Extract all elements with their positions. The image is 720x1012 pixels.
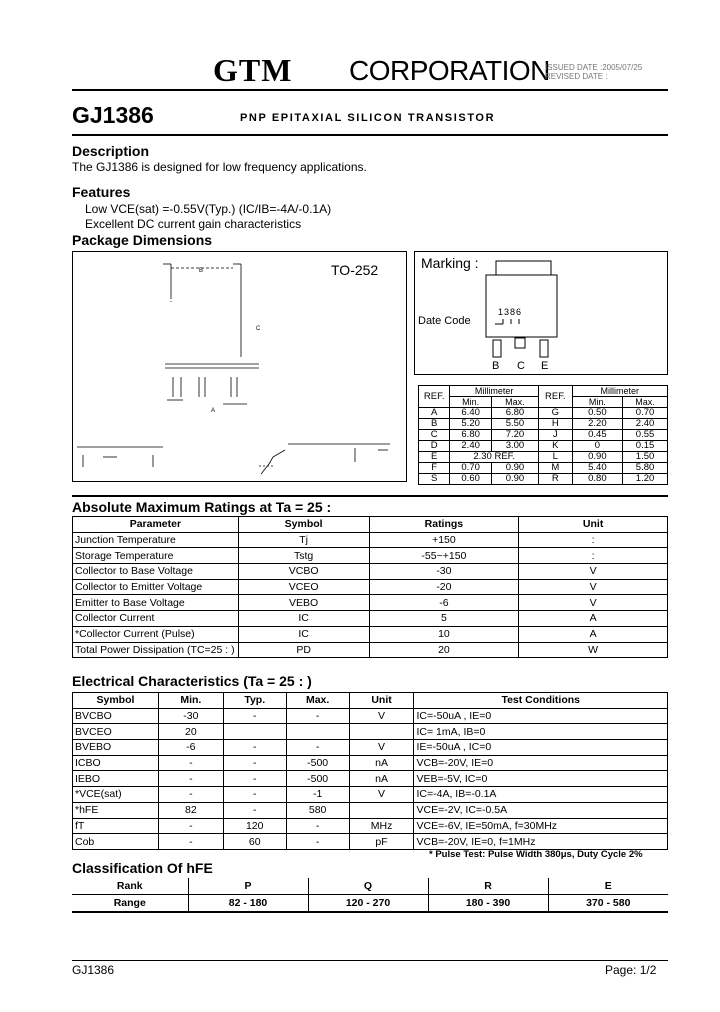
table-cell: Tstg (238, 548, 369, 564)
outline-drawing (73, 252, 406, 481)
table-row (73, 611, 668, 627)
table-cell: MHz (349, 818, 414, 834)
classification-table (72, 878, 668, 913)
part-number: GJ1386 (72, 102, 154, 128)
package-heading: Package Dimensions (72, 232, 213, 248)
table-cell: - (286, 818, 349, 834)
table-cell: G (538, 408, 572, 419)
table-cell: V (519, 564, 668, 580)
table-row (72, 878, 668, 895)
table-cell: - (223, 771, 286, 787)
table-row (73, 564, 668, 580)
table-cell: 6.40 (450, 408, 492, 419)
column-header: Parameter (73, 517, 239, 533)
table-cell: Total Power Dissipation (TC=25 : ) (73, 642, 239, 658)
table-row (419, 452, 668, 463)
table-row (419, 430, 668, 441)
table-cell: K (538, 441, 572, 452)
table-cell: PD (238, 642, 369, 658)
table-cell: 2.20 (572, 419, 622, 430)
table-cell: : (519, 532, 668, 548)
table-cell (349, 802, 414, 818)
table-cell: 1.20 (623, 474, 668, 485)
table-cell: VCE=-6V, IE=50mA, f=30MHz (414, 818, 668, 834)
table-header-row (73, 517, 668, 533)
table-cell: pF (349, 834, 414, 850)
table-row (73, 579, 668, 595)
drawing-letter: A (211, 408, 216, 414)
table-cell: 120 (223, 818, 286, 834)
table-cell: B (419, 419, 450, 430)
table-cell: 20 (158, 724, 223, 740)
electrical-table (72, 692, 668, 850)
table-cell: -30 (158, 708, 223, 724)
table-row (73, 626, 668, 642)
header-divider (72, 89, 668, 91)
footer-part: GJ1386 (72, 963, 115, 977)
title-divider (72, 134, 668, 136)
table-row (419, 408, 668, 419)
table-cell: VCE=-2V, IC=-0.5A (414, 802, 668, 818)
table-cell: BVCBO (73, 708, 159, 724)
table-cell: Min. (572, 397, 622, 408)
table-cell: IC (238, 611, 369, 627)
column-header: Symbol (73, 693, 159, 709)
table-cell: IC= 1mA, IB=0 (414, 724, 668, 740)
table-cell: *VCE(sat) (73, 787, 159, 803)
table-cell: 180 - 390 (428, 895, 548, 913)
section-divider (72, 495, 668, 497)
abs-max-table (72, 516, 668, 658)
column-header: Typ. (223, 693, 286, 709)
pulse-test-note: * Pulse Test: Pulse Width 380μs, Duty Cycle 2% (429, 849, 643, 860)
pin-label: B (492, 360, 500, 372)
table-cell: - (158, 771, 223, 787)
column-header: Unit (519, 517, 668, 533)
part-description: PNP EPITAXIAL SILICON TRANSISTOR (240, 112, 496, 124)
table-row (73, 548, 668, 564)
table-row (73, 834, 668, 850)
abs-max-rows (73, 532, 668, 658)
description-text: The GJ1386 is designed for low frequency applications. (72, 160, 367, 174)
table-cell: -500 (286, 771, 349, 787)
table-cell: 0.90 (491, 463, 538, 474)
marking-code: 1386 (498, 307, 523, 317)
table-cell: +150 (369, 532, 519, 548)
description-heading: Description (72, 143, 150, 159)
table-cell: REF. (419, 386, 450, 408)
table-cell: V (349, 708, 414, 724)
table-cell: 7.20 (491, 430, 538, 441)
table-cell: Junction Temperature (73, 532, 239, 548)
table-cell: - (286, 834, 349, 850)
table-cell: VCEO (238, 579, 369, 595)
table-cell: IC=-50uA , IE=0 (414, 708, 668, 724)
table-cell: VCBO (238, 564, 369, 580)
table-cell: 120 - 270 (308, 895, 428, 913)
electrical-heading: Electrical Characteristics (Ta = 25 : ) (72, 673, 312, 689)
table-cell (349, 724, 414, 740)
pin-label: E (541, 360, 549, 372)
table-cell: 2.40 (623, 419, 668, 430)
table-cell: 10 (369, 626, 519, 642)
table-cell: Collector to Base Voltage (73, 564, 239, 580)
table-cell: VEB=-5V, IC=0 (414, 771, 668, 787)
table-row (419, 441, 668, 452)
table-cell: J (538, 430, 572, 441)
table-cell: -55~+150 (369, 548, 519, 564)
table-cell: VEBO (238, 595, 369, 611)
drawing-letter: B (199, 268, 204, 274)
table-cell: IEBO (73, 771, 159, 787)
table-cell: Collector Current (73, 611, 239, 627)
table-cell: nA (349, 755, 414, 771)
feature-item: Low VCE(sat) =-0.55V(Typ.) (IC/IB=-4A/-0.1A) (85, 202, 332, 216)
table-cell: 0.90 (572, 452, 622, 463)
table-cell: - (223, 708, 286, 724)
table-cell: 2.30 REF. (450, 452, 539, 463)
table-cell: -6 (369, 595, 519, 611)
table-cell: 2.40 (450, 441, 492, 452)
column-header: Test Conditions (414, 693, 668, 709)
corporation-title: CORPORATION (349, 55, 550, 86)
table-cell: 6.80 (450, 430, 492, 441)
feature-item: Excellent DC current gain characteristics (85, 217, 302, 231)
table-cell: *Collector Current (Pulse) (73, 626, 239, 642)
footer-page: Page: 1/2 (605, 963, 657, 977)
abs-max-heading: Absolute Maximum Ratings at Ta = 25 : (72, 499, 332, 515)
table-cell: V (519, 579, 668, 595)
table-cell: Min. (450, 397, 492, 408)
issued-date: ISSUED DATE :2005/07/25 (545, 63, 643, 72)
table-cell: H (538, 419, 572, 430)
table-cell: C (419, 430, 450, 441)
table-cell: -30 (369, 564, 519, 580)
table-cell: V (349, 787, 414, 803)
table-cell: VCB=-20V, IE=0 (414, 755, 668, 771)
table-cell: Collector to Emitter Voltage (73, 579, 239, 595)
table-cell: 0.70 (450, 463, 492, 474)
table-cell: L (538, 452, 572, 463)
table-cell: A (419, 408, 450, 419)
table-cell: -20 (369, 579, 519, 595)
table-cell: 0.15 (623, 441, 668, 452)
marking-diagram (414, 251, 668, 375)
table-cell: ICBO (73, 755, 159, 771)
table-cell: 0.55 (623, 430, 668, 441)
table-row (72, 895, 668, 913)
table-cell: 60 (223, 834, 286, 850)
table-cell: BVCEO (73, 724, 159, 740)
table-cell: 580 (286, 802, 349, 818)
table-cell: 0.70 (623, 408, 668, 419)
table-cell: V (519, 595, 668, 611)
table-row (73, 740, 668, 756)
table-row (73, 802, 668, 818)
table-row (73, 595, 668, 611)
table-cell: 1.50 (623, 452, 668, 463)
table-cell: - (223, 787, 286, 803)
table-row (73, 642, 668, 658)
table-row (419, 463, 668, 474)
table-cell: A (519, 611, 668, 627)
features-heading: Features (72, 184, 131, 200)
table-cell: - (158, 755, 223, 771)
table-cell: Range (72, 895, 188, 913)
table-cell: REF. (538, 386, 572, 408)
table-cell: IE=-50uA , IC=0 (414, 740, 668, 756)
table-cell: P (188, 878, 308, 895)
classification-heading: Classification Of hFE (72, 860, 213, 876)
table-cell: Q (308, 878, 428, 895)
table-cell: Max. (623, 397, 668, 408)
table-cell: nA (349, 771, 414, 787)
table-cell: 5.80 (623, 463, 668, 474)
table-cell: E (548, 878, 668, 895)
dimension-rows (419, 408, 668, 485)
table-cell: - (158, 818, 223, 834)
table-cell: fT (73, 818, 159, 834)
table-row (419, 419, 668, 430)
table-cell: F (419, 463, 450, 474)
table-cell: 0.45 (572, 430, 622, 441)
table-row (419, 386, 668, 397)
table-cell: Millimeter (450, 386, 539, 397)
table-cell: 6.80 (491, 408, 538, 419)
table-cell: Rank (72, 878, 188, 895)
table-row (73, 532, 668, 548)
table-cell: 5.20 (450, 419, 492, 430)
table-cell: W (519, 642, 668, 658)
drawing-letter: C (256, 326, 261, 332)
marking-outline (415, 252, 667, 374)
table-cell: -500 (286, 755, 349, 771)
footer-divider (72, 960, 668, 961)
table-cell: 82 - 180 (188, 895, 308, 913)
column-header: Min. (158, 693, 223, 709)
table-cell: -6 (158, 740, 223, 756)
electrical-rows (73, 708, 668, 849)
table-cell: 0.60 (450, 474, 492, 485)
table-cell: - (223, 802, 286, 818)
table-cell: IC (238, 626, 369, 642)
revised-date: REVISED DATE : (545, 72, 608, 81)
table-cell: E (419, 452, 450, 463)
table-cell (286, 724, 349, 740)
table-cell: -1 (286, 787, 349, 803)
table-cell: D (419, 441, 450, 452)
table-cell: Storage Temperature (73, 548, 239, 564)
table-cell: IC=-4A, IB=-0.1A (414, 787, 668, 803)
table-cell: 3.00 (491, 441, 538, 452)
column-header: Symbol (238, 517, 369, 533)
table-cell: - (286, 740, 349, 756)
table-row (73, 708, 668, 724)
table-cell: 5.40 (572, 463, 622, 474)
table-cell: - (286, 708, 349, 724)
table-cell: Tj (238, 532, 369, 548)
table-cell: - (223, 755, 286, 771)
table-cell: VCB=-20V, IE=0, f=1MHz (414, 834, 668, 850)
table-cell: Max. (491, 397, 538, 408)
column-header: Ratings (369, 517, 519, 533)
table-row (73, 771, 668, 787)
table-cell: 0.80 (572, 474, 622, 485)
table-cell: Millimeter (572, 386, 667, 397)
table-cell: 82 (158, 802, 223, 818)
table-cell: 0.90 (491, 474, 538, 485)
package-type: TO-252 (331, 262, 379, 278)
marking-label: Marking : (421, 255, 479, 271)
column-header: Unit (349, 693, 414, 709)
table-header-row (73, 693, 668, 709)
table-cell: : (519, 548, 668, 564)
table-cell: *hFE (73, 802, 159, 818)
table-cell: S (419, 474, 450, 485)
package-drawing (72, 251, 407, 482)
table-cell: - (158, 787, 223, 803)
brand-logo: GTM (213, 52, 293, 88)
table-cell: 20 (369, 642, 519, 658)
column-header: Max. (286, 693, 349, 709)
issue-dates (545, 63, 642, 81)
table-cell: - (158, 834, 223, 850)
table-row (419, 474, 668, 485)
table-cell: A (519, 626, 668, 642)
table-cell: Emitter to Base Voltage (73, 595, 239, 611)
table-row (73, 818, 668, 834)
table-cell: Cob (73, 834, 159, 850)
dimension-table (418, 385, 668, 485)
date-code-label: Date Code (418, 315, 471, 327)
table-cell: R (538, 474, 572, 485)
table-cell: M (538, 463, 572, 474)
table-cell: BVEBO (73, 740, 159, 756)
table-cell: 5.50 (491, 419, 538, 430)
table-cell: 370 - 580 (548, 895, 668, 913)
table-row (73, 724, 668, 740)
table-row (73, 787, 668, 803)
table-cell: V (349, 740, 414, 756)
table-cell: - (223, 740, 286, 756)
table-cell (223, 724, 286, 740)
table-cell: R (428, 878, 548, 895)
table-cell: 5 (369, 611, 519, 627)
table-cell: 0 (572, 441, 622, 452)
table-cell: 0.50 (572, 408, 622, 419)
table-row (73, 755, 668, 771)
pin-label: C (517, 360, 525, 372)
